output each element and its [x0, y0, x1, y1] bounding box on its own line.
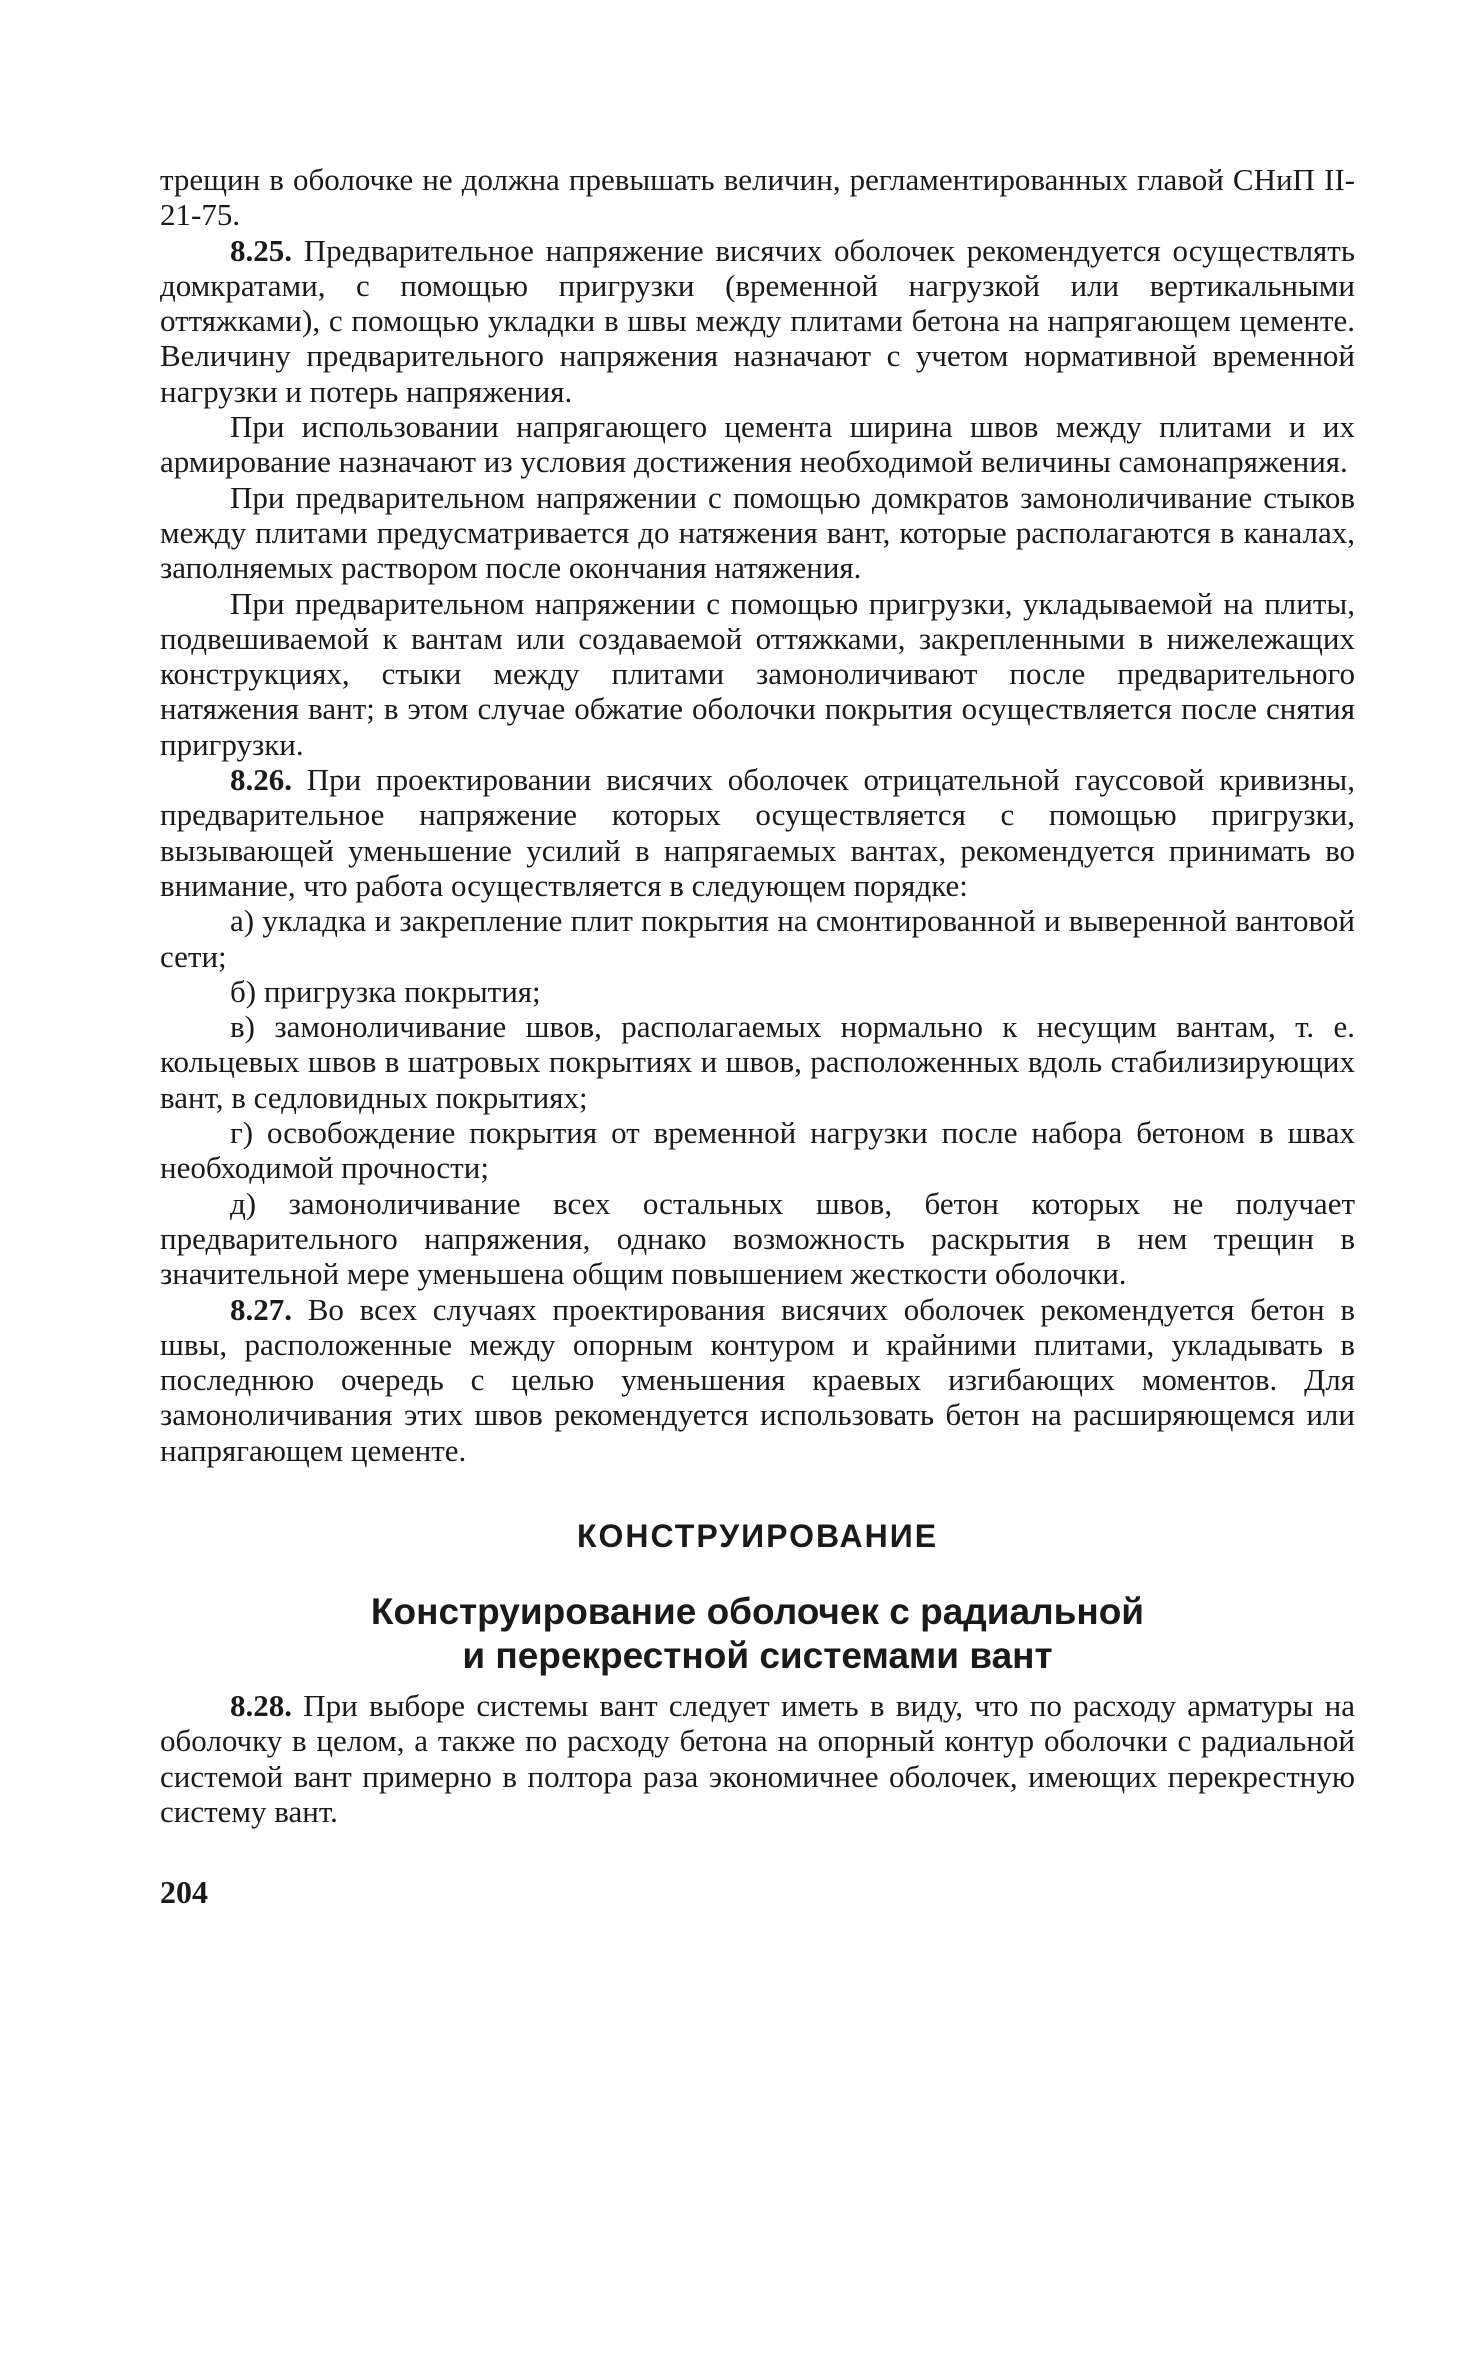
section-title: КОНСТРУИРОВАНИЕ	[576, 1517, 939, 1554]
subsection-title-line2: и перекрестной системами вант	[462, 1634, 1053, 1676]
subsection-title	[160, 1590, 1355, 1678]
list-item-a: а) укладка и закрепление плит покрытия на смонтированной и выверенной вантовой сети;	[160, 903, 1355, 974]
list-item-v: в) замоноличивание швов, располагаемых нормально к несущим вантам, т. е. кольцевых швов в шатровых покрытиях и швов, расположенных вдоль стабилизирующих вант, в седловидных покрытиях;	[160, 1009, 1355, 1115]
clause-number: 8.25.	[230, 232, 292, 268]
clause-number: 8.27.	[230, 1291, 292, 1327]
paragraph: При предварительном напряжении с помощью домкратов замоноличивание стыков между плитами предусматривается до натяжения вант, которые располагаются в каналах, заполняемых раствором после окончания натяжения.	[160, 479, 1355, 586]
document-page	[160, 162, 1355, 1910]
subsection-title-line1: Конструирование оболочек с радиальной	[370, 1590, 1145, 1632]
paragraph: При предварительном напряжении с помощью пригрузки, укладываемой на плиты, подвешиваемой к вантам или создаваемой оттяжками, закрепленными в нижележащих конструкциях, стыки между плитами замоноличивают после предварительного натяжения вант; в этом случае обжатие оболочки покрытия осуществляется после снятия пригрузки.	[160, 585, 1355, 762]
clause-number: 8.28.	[230, 1687, 292, 1723]
clause-number: 8.26.	[230, 762, 292, 798]
paragraph: При использовании напрягающего цемента ширина швов между плитами и их армирование назначают из условия достижения необходимой величины самонапряжения.	[160, 409, 1355, 480]
paragraph-8-27: 8.27. Во всех случаях проектирования висячих оболочек рекомендуется бетон в швы, расположенные между опорным контуром и крайними плитами, укладывать в последнюю очередь с целью уменьшения краевых изгибающих моментов. Для замоноличивания этих швов рекомендуется использовать бетон на расширяющемся или напрягающем цементе.	[160, 1291, 1355, 1468]
list-item-g: г) освобождение покрытия от временной нагрузки после набора бетоном в швах необходимой прочности;	[160, 1115, 1355, 1186]
page-number: 204	[160, 1874, 208, 1911]
list-item-b: б) пригрузка покрытия;	[230, 973, 541, 1009]
paragraph-8-26: 8.26. При проектировании висячих оболочек отрицательной гауссовой кривизны, предварительное напряжение которых осуществляется с помощью пригрузки, вызывающей уменьшение усилий в напрягаемых вантах, рекомендуется принимать во внимание, что работа осуществляется в следующем порядке:	[160, 762, 1355, 903]
paragraph-8-28: 8.28. При выборе системы вант следует иметь в виду, что по расходу арматуры на оболочку в целом, а также по расходу бетона на опорный контур оболочки с радиальной системой вант примерно в полтора раза экономичнее оболочек, имеющих перекрестную систему вант.	[160, 1687, 1355, 1829]
paragraph-8-25: 8.25. Предварительное напряжение висячих оболочек рекомендуется осуществлять домкратами, с помощью пригрузки (временной нагрузкой или вертикальными оттяжками), с помощью укладки в швы между плитами бетона на напрягающем цементе. Величину предварительного напряжения назначают с учетом нормативной временной нагрузки и потерь напряжения.	[160, 232, 1355, 409]
list-item-d: д) замоноличивание всех остальных швов, бетон которых не получает предварительного напряжения, однако возможность раскрытия в нем трещин в значительной мере уменьшена общим повышением жесткости оболочки.	[160, 1185, 1355, 1292]
paragraph-continuation: трещин в оболочке не должна превышать величин, регламентированных главой СНиП II-21-75.	[160, 162, 1355, 233]
